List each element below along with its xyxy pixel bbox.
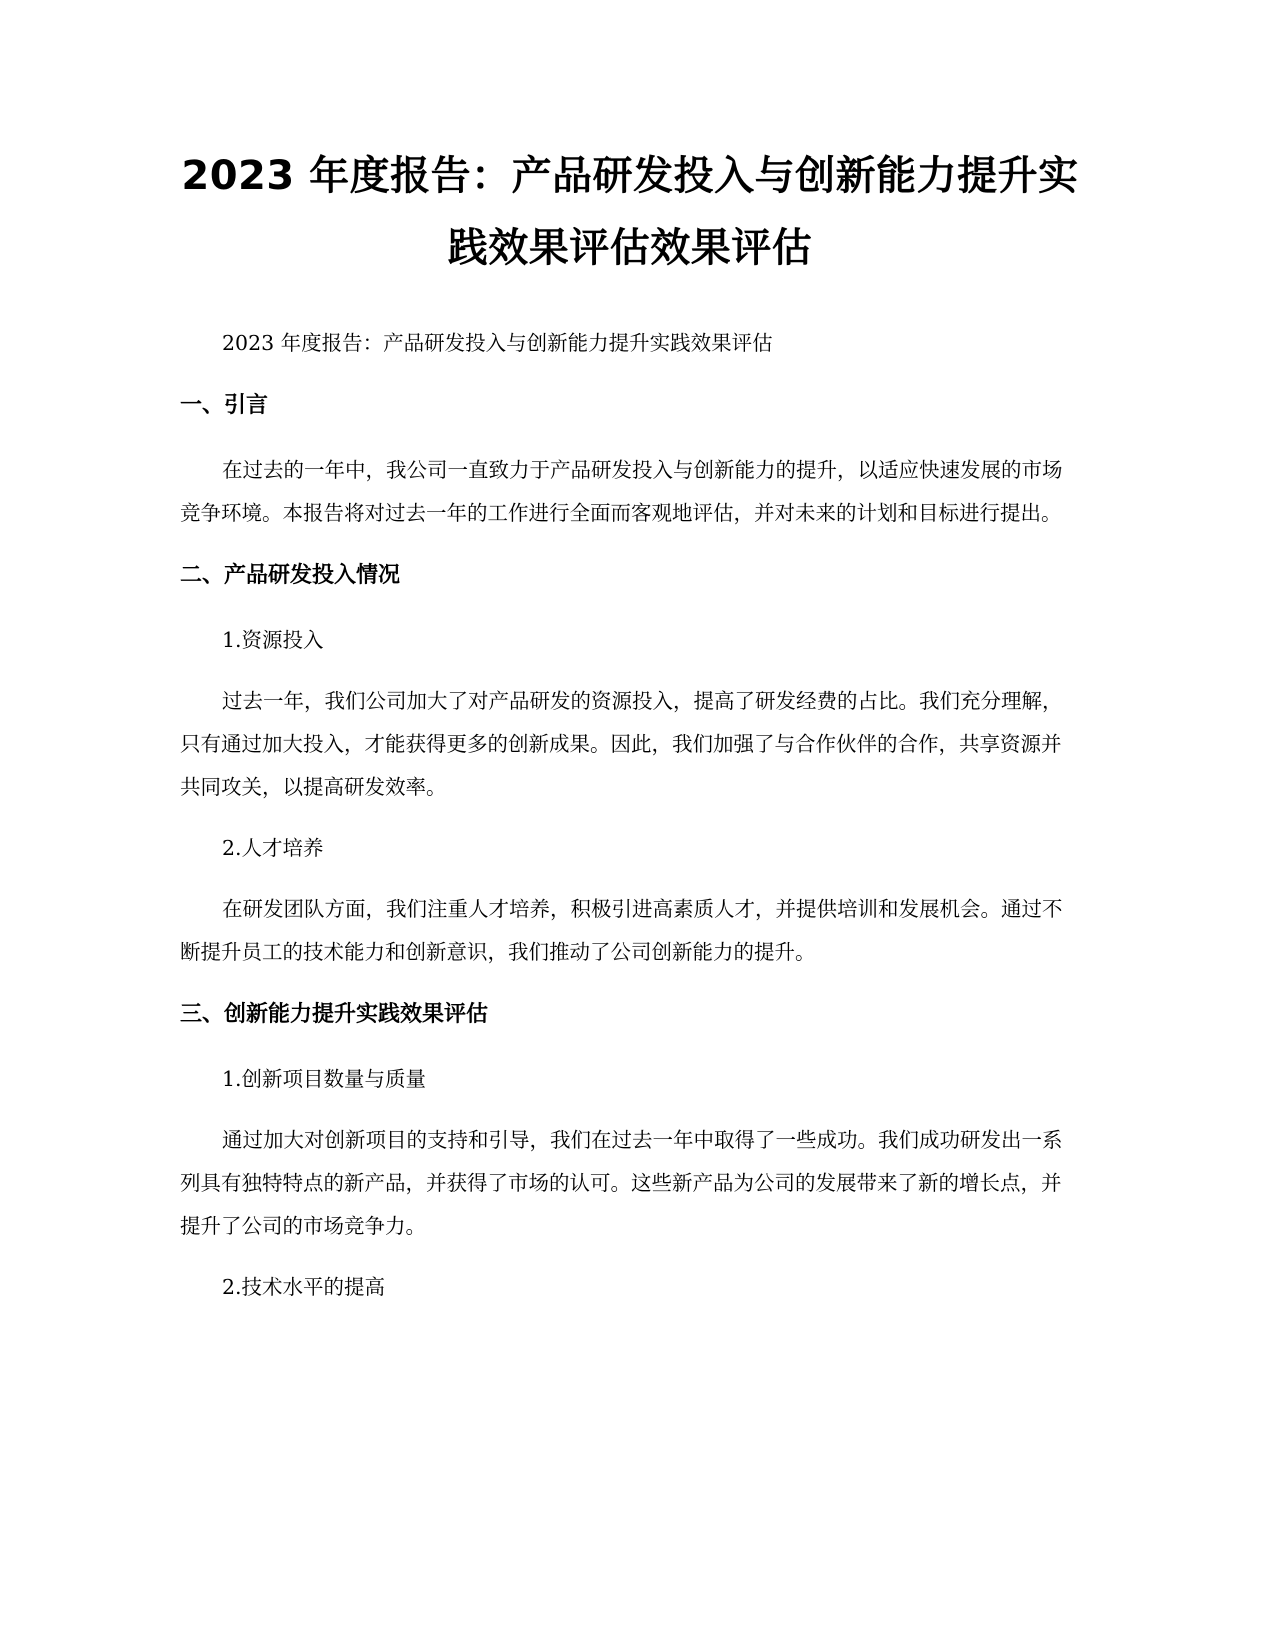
innovation-projects-paragraph: 通过加大对创新项目的支持和引导，我们在过去一年中取得了一些成功。我们成功研发出一系列具有独特特点的新产品，并获得了市场的认可。这些新产品为公司的发展带来了新的增长点，并提升了公司的市场竞争力。 bbox=[180, 1128, 1063, 1238]
subsection-title-technical-level: 2.技术水平的提高 bbox=[222, 1275, 386, 1299]
section-heading-introduction: 一、引言 bbox=[180, 393, 269, 418]
section-heading-rd-investment: 二、产品研发投入情况 bbox=[180, 563, 401, 588]
talent-development-paragraph: 在研发团队方面，我们注重人才培养，积极引进高素质人才，并提供培训和发展机会。通过不断提升员工的技术能力和创新意识，我们推动了公司创新能力的提升。 bbox=[180, 897, 1063, 964]
subsection-title-talent-development: 2.人才培养 bbox=[222, 836, 324, 860]
section-heading-innovation-evaluation: 三、创新能力提升实践效果评估 bbox=[180, 1002, 489, 1027]
subsection-title-innovation-projects: 1.创新项目数量与质量 bbox=[222, 1067, 427, 1091]
document-body bbox=[180, 322, 1080, 1327]
introduction-paragraph: 在过去的一年中，我公司一直致力于产品研发投入与创新能力的提升，以适应快速发展的市场竞争环境。本报告将对过去一年的工作进行全面而客观地评估，并对未来的计划和目标进行提出。 bbox=[180, 458, 1063, 525]
document-title: 2023 年度报告：产品研发投入与创新能力提升实践效果评估效果评估 bbox=[181, 153, 1079, 271]
document-subtitle: 2023 年度报告：产品研发投入与创新能力提升实践效果评估 bbox=[222, 331, 773, 355]
subsection-title-resource-investment: 1.资源投入 bbox=[222, 628, 324, 652]
resource-investment-paragraph: 过去一年，我们公司加大了对产品研发的资源投入，提高了研发经费的占比。我们充分理解，只有通过加大投入，才能获得更多的创新成果。因此，我们加强了与合作伙伴的合作，共享资源并共同攻关，以提高研发效率。 bbox=[180, 689, 1063, 799]
